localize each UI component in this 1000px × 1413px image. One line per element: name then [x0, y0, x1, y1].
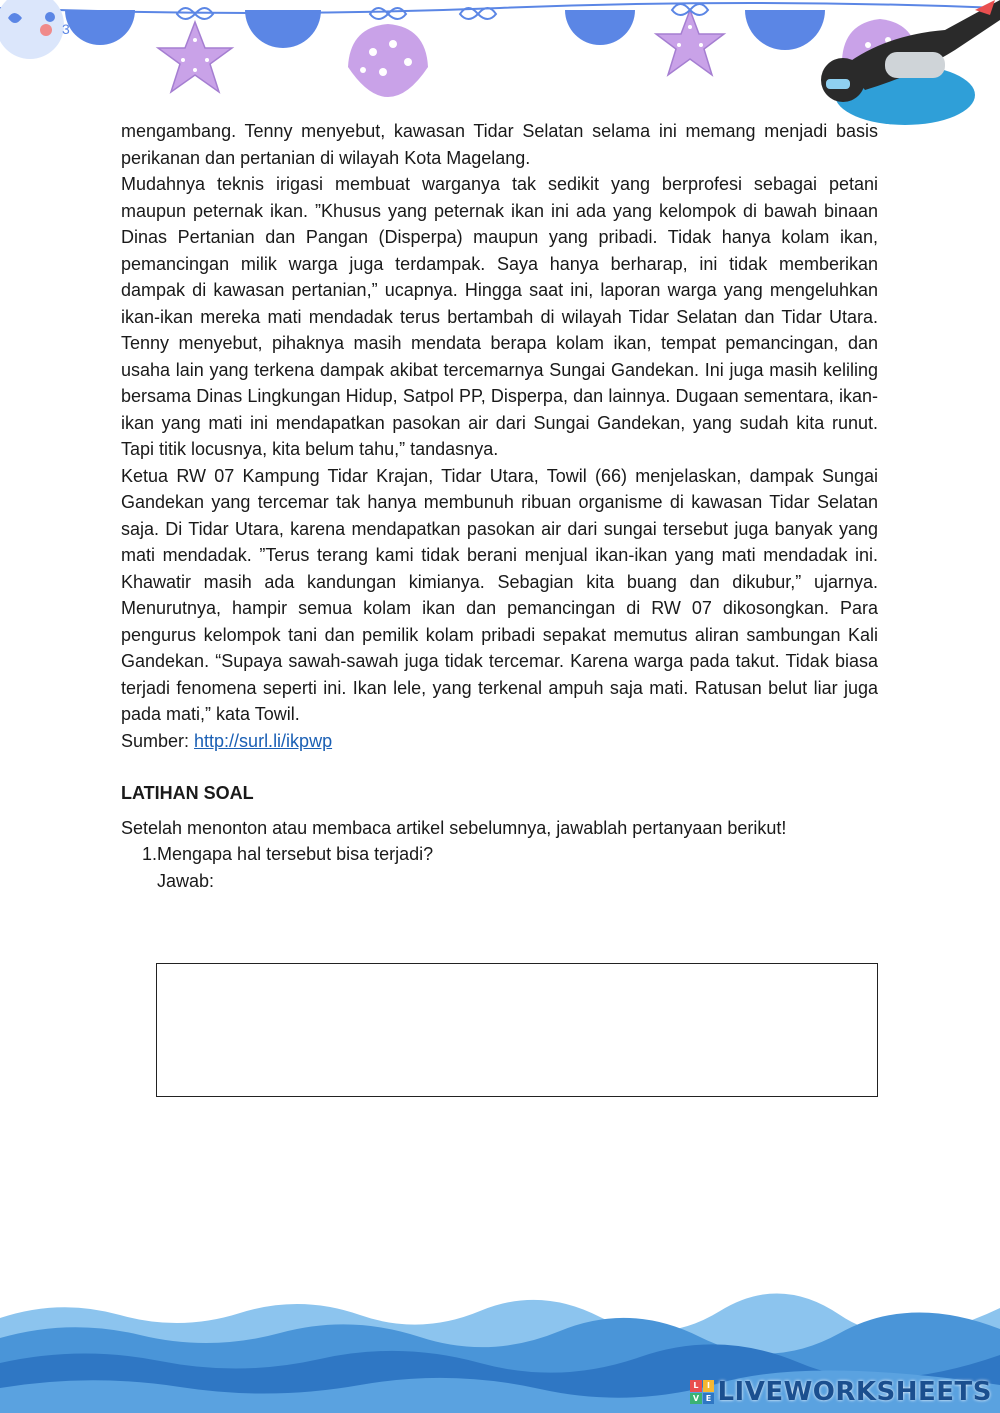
bunting-flag [65, 10, 135, 45]
page-number: 3 [62, 21, 70, 37]
brand-text: LIVEWORKSHEETS [717, 1377, 992, 1407]
bunting-flag [565, 10, 635, 45]
liveworksheets-brand [690, 1377, 992, 1407]
question-text: Mengapa hal tersebut bisa terjadi? [157, 844, 434, 864]
answer-label: Jawab: [157, 870, 215, 891]
starfish-icon [158, 22, 232, 92]
top-bunting-decoration [0, 0, 1000, 125]
question-item [121, 841, 878, 894]
bubble-face-icon [0, 0, 64, 59]
question-number: 1. [141, 844, 157, 864]
bow-icon [370, 8, 406, 19]
article-content [121, 118, 878, 894]
article-paragraph: mengambang. Tenny menyebut, kawasan Tidar Selatan selama ini memang menjadi basis perikanan dan pertanian di wilayah Kota Magelang. [121, 121, 878, 168]
bunting-flag [245, 10, 321, 48]
article-paragraph: Mudahnya teknis irigasi membuat warganya tak sedikit yang berprofesi sebagai petani maupun peternak ikan. ”Khusus yang peternak ikan ini ada yang kelompok di bawah binaan Dinas Pertanian dan Pangan (Disperpa) maupun yang pribadi. Tidak hanya kolam ikan, pemancingan milik warga juga terdampak. Saya hanya berharap, ini tidak memberikan dampak di kawasan pertanian,” ucapnya. Hingga saat ini, laporan warga yang mengeluhkan ikan-ikan mereka mati mendadak terus bertambah di wilayah Tidar Selatan dan Tidar Utara. Tenny menyebut, pihaknya masih mendata berapa kolam ikan, tempat pemancingan, dan usaha lain yang terkena dampak akibat tercemarnya Sungai Gandekan. Ini juga masih keliling bersama Dinas Lingkungan Hidup, Satpol PP, Disperpa, dan lainnya. Dugaan sementara, ikan-ikan yang mati ini mendapatkan pasokan air dari Sungai Gandekan, yang sudah kita runut. Tapi titik locusnya, kita belum tahu,” tandasnya. [121, 174, 878, 459]
article-source [121, 728, 878, 755]
shell-icon [348, 24, 428, 97]
source-label: Sumber: [121, 730, 195, 751]
bunting-flag [745, 10, 825, 50]
liveworksheets-logo-icon: L I V E [690, 1380, 714, 1404]
source-link[interactable]: http://surl.li/ikpwp [194, 730, 333, 751]
article-paragraph: Ketua RW 07 Kampung Tidar Krajan, Tidar Utara, Towil (66) menjelaskan, dampak Sungai Gandekan yang tercemar tak hanya membunuh ribuan organisme di kawasan Tidar Selatan saja. Di Tidar Utara, karena mendapatkan pasokan air dari sungai tersebut juga banyak yang mati mendadak. ”Terus terang kami tidak berani menjual ikan-ikan yang mati mendadak ini. Khawatir masih ada kandungan kimianya. Sebagian kita buang dan dikubur,” ujarnya. Menurutnya, hampir semua kolam ikan dan pemancingan di RW 07 dikosongkan. Para pengurus kelompok tani dan pemilik kolam pribadi sepakat memutus aliran sambungan Kali Gandekan. “Supaya sawah-sawah juga tidak tercemar. Karena warga pada takut. Tidak biasa terjadi fenomena seperti ini. Ikan lele, yang terkenal ampuh saja mati. Ratusan belut liar juga pada mati,” kata Towil. [121, 465, 878, 724]
scuba-diver-icon [821, 0, 1000, 125]
section-title: LATIHAN SOAL [121, 783, 254, 803]
answer-input-box[interactable] [156, 963, 878, 1097]
starfish-icon [656, 10, 724, 75]
exercise-instruction: Setelah menonton atau membaca artikel sebelumnya, jawablah pertanyaan berikut! [121, 817, 787, 838]
